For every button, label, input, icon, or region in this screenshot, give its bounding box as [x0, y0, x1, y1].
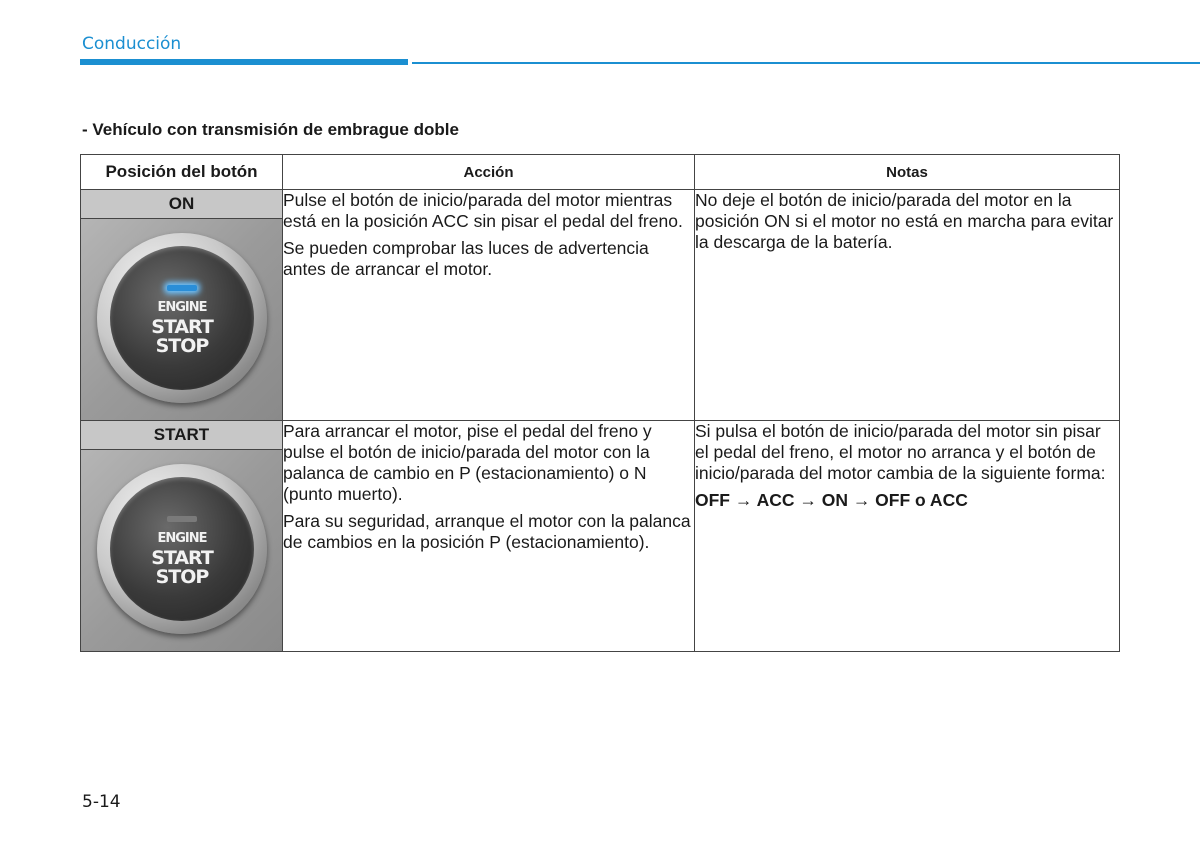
button-face [110, 477, 254, 621]
indicator-light-icon [167, 516, 197, 522]
header-rule-thick [80, 59, 408, 65]
notes-paragraph: No deje el botón de inicio/parada del motor en la posición ON si el motor no está en marcha para evitar la descarga de la batería. [695, 190, 1114, 252]
button-text-engine: ENGINE [157, 531, 207, 546]
button-bezel [97, 464, 267, 634]
action-paragraph: Para arrancar el motor, pise el pedal del freno y pulse el botón de inicio/parada del motor con la palanca de cambio en P (estacionamiento) o N (punto muerto). [283, 421, 652, 504]
header-rule-thin [412, 62, 1200, 64]
table-row [81, 421, 1120, 652]
button-text-stop: STOP [155, 335, 209, 357]
action-paragraph: Para su seguridad, arranque el motor con la palanca de cambios en la posición P (estacionamiento). [283, 511, 691, 552]
action-cell [283, 190, 695, 421]
action-paragraph: Se pueden comprobar las luces de advertencia antes de arrancar el motor. [283, 238, 649, 279]
notes-cell [695, 190, 1120, 421]
button-positions-table [80, 154, 1120, 652]
position-label: START [81, 421, 282, 450]
engine-start-button-image [81, 450, 282, 651]
button-text-engine: ENGINE [157, 300, 207, 315]
indicator-light-icon [167, 285, 197, 291]
action-cell [283, 421, 695, 652]
button-face [110, 246, 254, 390]
notes-paragraph: Si pulsa el botón de inicio/parada del motor sin pisar el pedal del freno, el motor no arranca y el botón de inicio/parada del motor cambia de la siguiente forma: [695, 421, 1106, 483]
position-label: ON [81, 190, 282, 219]
notes-cell [695, 421, 1120, 652]
header-position: Posición del botón [81, 155, 283, 190]
button-bezel [97, 233, 267, 403]
engine-start-button-image [81, 219, 282, 420]
header-action: Acción [283, 155, 695, 190]
table-header-row [81, 155, 1120, 190]
button-text-start: START [151, 547, 213, 569]
chapter-title: Conducción [82, 34, 182, 54]
table-row [81, 190, 1120, 421]
header-notes: Notas [695, 155, 1120, 190]
button-text-start: START [151, 316, 213, 338]
action-paragraph: Pulse el botón de inicio/parada del motor mientras está en la posición ACC sin pisar el pedal del freno. [283, 190, 683, 231]
position-cell [81, 190, 283, 421]
state-sequence: OFF → ACC → ON → OFF o ACC [695, 490, 968, 510]
page-number: 5-14 [82, 792, 121, 812]
section-title: - Vehículo con transmisión de embrague doble [82, 120, 459, 139]
position-cell [81, 421, 283, 652]
button-text-stop: STOP [155, 566, 209, 588]
